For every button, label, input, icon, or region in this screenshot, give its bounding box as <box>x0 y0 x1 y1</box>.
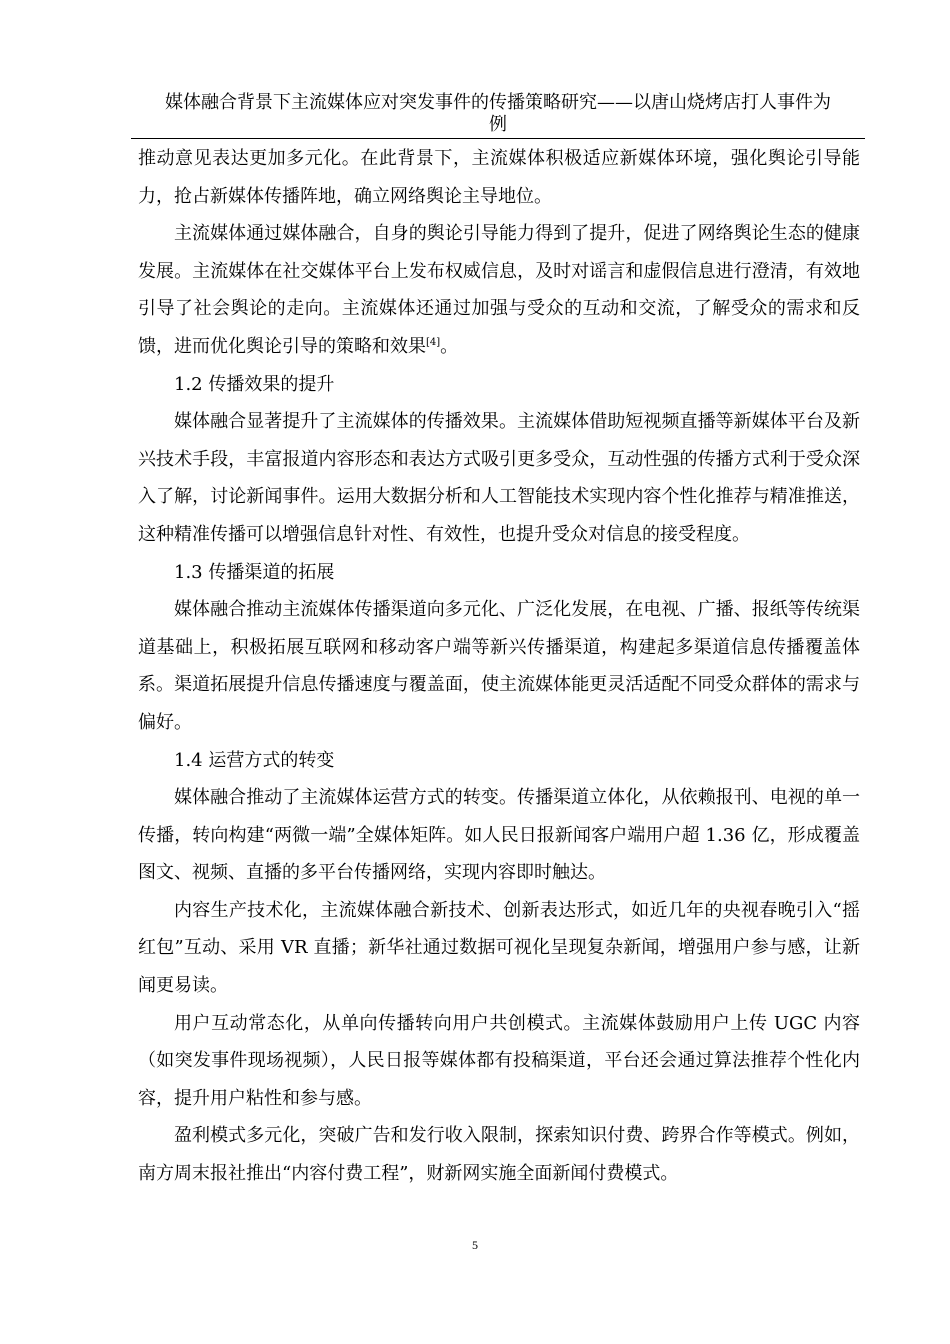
paragraph: 内容生产技术化，主流媒体融合新技术、创新表达形式，如近几年的央视春晚引入“摇红包”互动、采用 VR 直播；新华社通过数据可视化呈现复杂新闻，增强用户参与感，让新闻更易读。 <box>138 899 860 997</box>
header-title-line1: 媒体融合背景下主流媒体应对突发事件的传播策略研究——以唐山烧烤店打人事件为 <box>165 92 831 113</box>
paragraph: 媒体融合显著提升了主流媒体的传播效果。主流媒体借助短视频直播等新媒体平台及新兴技术手段，丰富报道内容形态和表达方式吸引更多受众，互动性强的传播方式利于受众深入了解，讨论新闻事件。运用大数据分析和人工智能技术实现内容个性化推荐与精准推送，这种精准传播可以增强信息针对性、有效性，也提升受众对信息的接受程度。 <box>138 411 860 545</box>
paragraph: 盈利模式多元化，突破广告和发行收入限制，探索知识付费、跨界合作等模式。例如，南方周末报社推出“内容付费工程”，财新网实施全面新闻付费模式。 <box>138 1125 860 1185</box>
page-number: 5 <box>472 1238 478 1252</box>
running-header <box>132 92 864 136</box>
paragraph: 媒体融合推动了主流媒体运营方式的转变。传播渠道立体化，从依赖报刊、电视的单一传播，转向构建“两微一端”全媒体矩阵。如人民日报新闻客户端用户超 1.36 亿，形成覆盖图文、视频、直播的多平台传播网络，实现内容即时触达。 <box>138 787 860 884</box>
section-heading-1-4: 1.4 运营方式的转变 <box>174 749 335 771</box>
citation-reference[interactable]: [4] <box>426 336 441 348</box>
header-divider <box>131 138 865 139</box>
paragraph: 媒体融合推动主流媒体传播渠道向多元化、广泛化发展，在电视、广播、报纸等传统渠道基础上，积极拓展互联网和移动客户端等新兴传播渠道，构建起多渠道信息传播覆盖体系。渠道拓展提升信息传播速度与覆盖面，使主流媒体能更灵活适配不同受众群体的需求与偏好。 <box>138 599 860 733</box>
paragraph-end: 。 <box>440 335 459 357</box>
paragraph: 推动意见表达更加多元化。在此背景下，主流媒体积极适应新媒体环境，强化舆论引导能力，抢占新媒体传播阵地，确立网络舆论主导地位。 <box>138 148 860 207</box>
body-text <box>138 140 860 1193</box>
section-heading-1-2: 1.2 传播效果的提升 <box>174 373 335 395</box>
header-title-line2: 例 <box>489 114 507 135</box>
paragraph-text: 主流媒体通过媒体融合，自身的舆论引导能力得到了提升，促进了网络舆论生态的健康发展。主流媒体在社交媒体平台上发布权威信息，及时对谣言和虚假信息进行澄清，有效地引导了社会舆论的走向。主流媒体还通过加强与受众的互动和交流，了解受众的需求和反馈，进而优化舆论引导的策略和效果 <box>138 223 860 357</box>
paragraph <box>138 215 860 365</box>
paragraph: 用户互动常态化，从单向传播转向用户共创模式。主流媒体鼓励用户上传 UGC 内容（如突发事件现场视频），人民日报等媒体都有投稿渠道，平台还会通过算法推荐个性化内容，提升用户粘性和参与感。 <box>138 1012 860 1109</box>
section-heading-1-3: 1.3 传播渠道的拓展 <box>174 561 335 583</box>
